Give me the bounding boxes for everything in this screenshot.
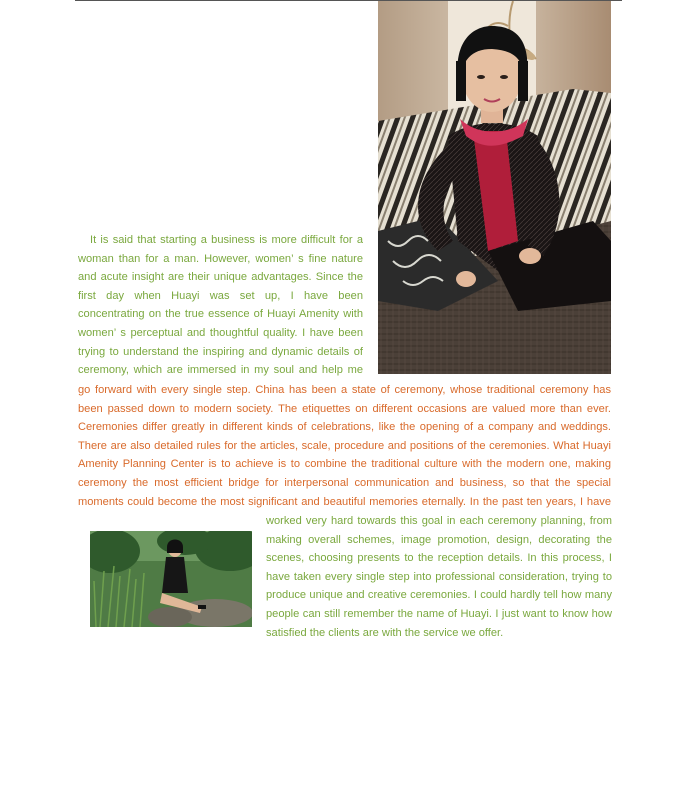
text-line: woman than for a man. However, women’ s fine nature — [78, 252, 363, 265]
intro-paragraph — [78, 231, 363, 380]
text-line: Ceremonies differ greatly in different kinds of celebrations, like the opening of a company and weddings. — [78, 421, 611, 434]
text-line: been passed down to modern society. The etiquettes on different occasions are valued more than ever. — [78, 402, 611, 415]
text-line: ceremony, which are immersed in my soul and help me — [78, 364, 363, 377]
text-line: produce unique and creative ceremonies. I could hardly tell how many — [266, 589, 612, 602]
text-line: first day when Huayi was set up, I have been — [78, 289, 363, 302]
text-line: women’ s perceptual and thoughtful quality. I have been — [78, 326, 363, 339]
text-line: scenes, choosing presents to the reception details. In this process, I — [266, 552, 612, 565]
text-line: go forward with every single step. China has been a state of ceremony, whose traditional ceremony has — [78, 384, 611, 396]
text-line: satisfied the clients are with the service we offer. — [266, 626, 504, 639]
text-line: worked very hard towards this goal in each ceremony planning, from — [266, 515, 612, 527]
text-line: people can still remember the name of Huayi. I just want to know how — [266, 607, 612, 620]
text-line: moments could become the most significant and beautiful memories eternally. In the past ten years, I have — [78, 495, 611, 508]
text-line: It is said that starting a business is more difficult for a — [90, 234, 363, 246]
text-line: making overall schemes, image promotion, design, decorating the — [266, 533, 612, 546]
planning-paragraph — [266, 512, 612, 642]
ceremony-paragraph — [78, 381, 611, 511]
text-line: ceremony the most efficient bridge for interpersonal communication and business, so that the special — [78, 476, 611, 489]
portrait-photo — [378, 1, 611, 374]
text-line: and acute insight are their unique advantages. Since the — [78, 271, 363, 284]
text-line: trying to understand the inspiring and dynamic details of — [78, 345, 363, 358]
text-line: Amenity Planning Center is to achieve is to combine the traditional culture with the modern one, making — [78, 458, 611, 471]
text-line: concentrating on the true essence of Huayi Amenity with — [78, 308, 363, 321]
text-line: have taken every single step into professional consideration, trying to — [266, 570, 612, 583]
text-line: There are also detailed rules for the articles, scale, procedure and positions of the ceremonies. What Huayi — [78, 439, 611, 452]
garden-photo — [90, 531, 252, 627]
